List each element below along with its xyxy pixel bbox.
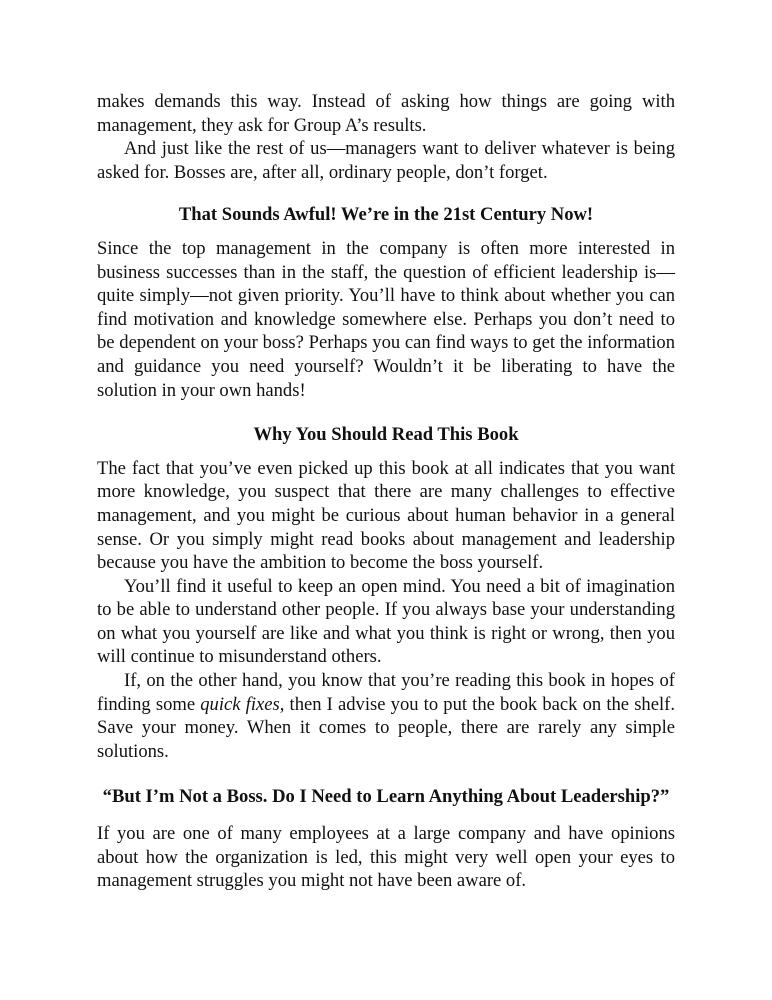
section1-paragraph-1: Since the top management in the company is often more interested in business successes than in the staff, the question of efficient leadership is—quite simply—not given priority. You’ll have to think about whether you can find motivation and knowledge somewhere else. Perhaps you don’t need to be dependent on your boss? Perhaps you can find ways to get the information and guidance you need yourself? Wouldn’t it be liberating to have the solution in your own hands! — [97, 237, 675, 401]
section2-paragraph-3-start: If, on the other hand, you know that you’re reading this book in hopes of finding some — [97, 670, 675, 715]
section-heading-why-read: Why You Should Read This Book — [253, 424, 519, 446]
intro-paragraph-2: And just like the rest of us—managers want to deliver whatever is being asked for. Bosses are, after all, ordinary people, don’t forget. — [97, 138, 675, 183]
section2-paragraph-3-end: , then I advise you to put the book back on the shelf. Save your money. When it comes to people, there are rarely any simple solutions. — [97, 693, 675, 762]
book-page — [97, 90, 675, 893]
quick-fixes-emphasis: quick fixes — [200, 693, 280, 715]
section-heading-not-a-boss: “But I’m Not a Boss. Do I Need to Learn Anything About Leadership?” — [102, 786, 670, 808]
section2-paragraph-2: You’ll find it useful to keep an open mind. You need a bit of imagination to be able to understand other people. If you always base your understanding on what you yourself are like and what you think is right or wrong, then you will continue to misunderstand others. — [97, 575, 675, 668]
section-heading-21st-century: That Sounds Awful! We’re in the 21st Century Now! — [178, 204, 594, 226]
section2-paragraph-1: The fact that you’ve even picked up this book at all indicates that you want more knowledge, you suspect that there are many challenges to effective management, and you might be curious about human behavior in a general sense. Or you simply might read books about management and leadership because you have the ambition to become the boss yourself. — [97, 457, 675, 574]
intro-paragraph-1: makes demands this way. Instead of asking how things are going with management, they ask for Group A’s results. — [97, 91, 675, 136]
section3-paragraph-1: If you are one of many employees at a large company and have opinions about how the organization is led, this might very well open your eyes to management struggles you might not have been aware of. — [97, 823, 675, 892]
section2-paragraph-3 — [97, 669, 675, 763]
